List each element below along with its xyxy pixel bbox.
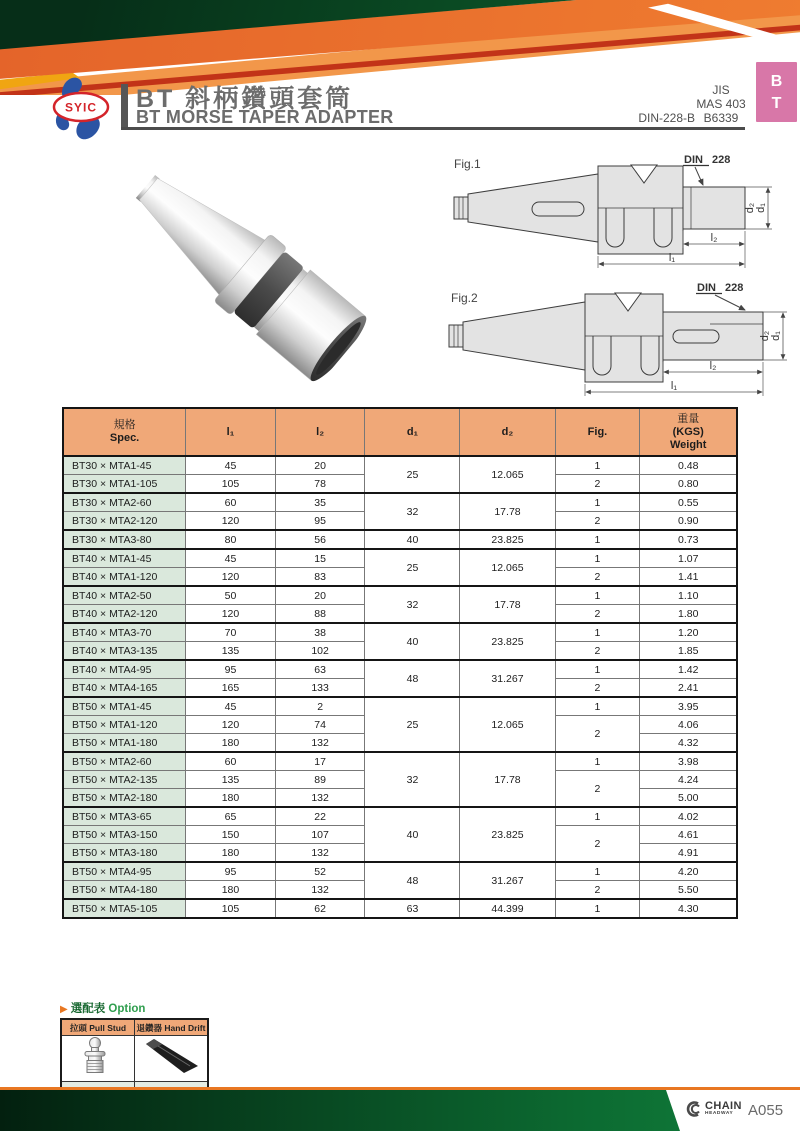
spec-cell: BT40 × MTA2-50 [63, 586, 186, 605]
fig-cell: 1 [555, 456, 640, 475]
spec-table [62, 407, 738, 919]
section-index-tab [756, 62, 797, 122]
l1-cell: 105 [186, 475, 276, 494]
table-row [63, 899, 737, 918]
weight-cell: 4.32 [640, 734, 737, 753]
table-row [63, 660, 737, 679]
spec-cell: BT50 × MTA3-180 [63, 844, 186, 863]
weight-cell: 2.41 [640, 679, 737, 698]
fig2-l1-label: l₁ [670, 380, 678, 392]
table-row [63, 530, 737, 549]
fig-cell: 1 [555, 549, 640, 568]
l1-cell: 180 [186, 789, 276, 808]
fig-cell: 1 [555, 899, 640, 918]
weight-cell: 0.48 [640, 456, 737, 475]
table-header-row [63, 408, 737, 456]
table-row [63, 697, 737, 716]
table-row [63, 807, 737, 826]
col-header-l1: l₁ [186, 408, 276, 456]
title-accent-bar [121, 84, 128, 127]
weight-cell: 4.02 [640, 807, 737, 826]
table-row [63, 862, 737, 881]
spec-cell: BT50 × MTA2-180 [63, 789, 186, 808]
fig2-drawing [445, 280, 793, 405]
d1-cell: 63 [365, 899, 460, 918]
l2-cell: 56 [275, 530, 365, 549]
d2-cell: 23.825 [460, 807, 555, 862]
l1-cell: 45 [186, 549, 276, 568]
l2-cell: 74 [275, 716, 365, 734]
weight-cell: 5.50 [640, 881, 737, 900]
fig2-label: Fig.2 [451, 291, 478, 305]
fig1-din-word: DIN [684, 154, 703, 166]
footer-brand-bottom: HEADWAY [705, 1111, 734, 1116]
l2-cell: 132 [275, 789, 365, 808]
fig-cell: 1 [555, 586, 640, 605]
l1-cell: 120 [186, 716, 276, 734]
weight-cell: 1.42 [640, 660, 737, 679]
d2-cell: 17.78 [460, 493, 555, 530]
product-photo [107, 140, 383, 399]
fig-cell: 2 [555, 642, 640, 661]
l2-cell: 107 [275, 826, 365, 844]
spec-cell: BT50 × MTA3-150 [63, 826, 186, 844]
col-header-fig: Fig. [555, 408, 640, 456]
fig2-din-word: DIN [697, 282, 716, 294]
l2-cell: 2 [275, 697, 365, 716]
col-header-d1: d₁ [365, 408, 460, 456]
weight-cell: 0.55 [640, 493, 737, 512]
table-row [63, 586, 737, 605]
spec-cell: BT50 × MTA4-180 [63, 881, 186, 900]
spec-cell: BT30 × MTA1-45 [63, 456, 186, 475]
l1-cell: 50 [186, 586, 276, 605]
l1-cell: 165 [186, 679, 276, 698]
table-row [63, 623, 737, 642]
spec-cell: BT30 × MTA3-80 [63, 530, 186, 549]
weight-cell: 4.61 [640, 826, 737, 844]
fig-cell: 2 [555, 475, 640, 494]
weight-cell: 4.06 [640, 716, 737, 734]
weight-cell: 0.80 [640, 475, 737, 494]
fig1-din-num: 228 [712, 154, 731, 166]
l2-cell: 20 [275, 586, 365, 605]
spec-cell: BT30 × MTA1-105 [63, 475, 186, 494]
spec-cell: BT40 × MTA2-120 [63, 605, 186, 624]
fig-cell: 1 [555, 493, 640, 512]
standard-jis-block [693, 83, 749, 125]
d1-cell: 48 [365, 862, 460, 899]
l1-cell: 180 [186, 734, 276, 753]
l2-cell: 132 [275, 734, 365, 753]
table-row [63, 752, 737, 771]
option-arrow-icon: ▶ [60, 1004, 68, 1015]
weight-cell: 4.30 [640, 899, 737, 918]
weight-cell: 0.90 [640, 512, 737, 531]
weight-cell: 5.00 [640, 789, 737, 808]
d2-cell: 44.399 [460, 899, 555, 918]
l1-cell: 70 [186, 623, 276, 642]
d1-cell: 25 [365, 697, 460, 752]
l2-cell: 78 [275, 475, 365, 494]
d2-cell: 23.825 [460, 530, 555, 549]
footer-brand-top: CHAIN [705, 1100, 742, 1112]
fig1-d1-label: d₁ [755, 203, 767, 213]
l1-cell: 150 [186, 826, 276, 844]
d1-cell: 25 [365, 549, 460, 586]
tab-letter-b: B [770, 73, 783, 90]
standard-jis: JIS [712, 83, 730, 97]
fig-cell: 1 [555, 807, 640, 826]
fig1-l2-label: l₂ [710, 232, 718, 244]
d1-cell: 40 [365, 623, 460, 660]
option-header-hand-drift: 退鑽器 Hand Drift [135, 1019, 209, 1036]
table-row [63, 456, 737, 475]
fig2-d2-label: d₂ [759, 330, 771, 342]
weight-cell: 1.10 [640, 586, 737, 605]
fig-cell: 1 [555, 862, 640, 881]
d1-cell: 25 [365, 456, 460, 493]
l1-cell: 95 [186, 660, 276, 679]
fig-cell: 1 [555, 623, 640, 642]
l2-cell: 133 [275, 679, 365, 698]
d2-cell: 12.065 [460, 456, 555, 493]
weight-cell: 1.41 [640, 568, 737, 587]
footer-page-number: A055 [748, 1102, 784, 1119]
l2-cell: 20 [275, 456, 365, 475]
header-banner [0, 0, 800, 100]
title-rule [121, 127, 745, 130]
l1-cell: 120 [186, 568, 276, 587]
table-row [63, 493, 737, 512]
page-title-zh: BT 斜柄鑽頭套筒 [136, 85, 354, 113]
spec-cell: BT50 × MTA1-180 [63, 734, 186, 753]
l1-cell: 80 [186, 530, 276, 549]
l1-cell: 180 [186, 844, 276, 863]
standard-mas: MAS 403 [696, 97, 746, 111]
spec-cell: BT30 × MTA2-60 [63, 493, 186, 512]
l1-cell: 65 [186, 807, 276, 826]
option-title [60, 1000, 145, 1016]
fig1-d2-label: d₂ [744, 202, 756, 214]
l1-cell: 180 [186, 881, 276, 900]
spec-cell: BT40 × MTA3-135 [63, 642, 186, 661]
weight-cell: 3.98 [640, 752, 737, 771]
l2-cell: 132 [275, 844, 365, 863]
hand-drift-icon [138, 1036, 204, 1076]
fig1-l1-label: l₁ [668, 252, 676, 264]
footer-green-band [0, 1090, 680, 1131]
fig-cell: 2 [555, 568, 640, 587]
d2-cell: 17.78 [460, 586, 555, 623]
spec-cell: BT50 × MTA2-135 [63, 771, 186, 789]
l1-cell: 105 [186, 899, 276, 918]
d2-cell: 31.267 [460, 660, 555, 697]
d1-cell: 48 [365, 660, 460, 697]
d2-cell: 31.267 [460, 862, 555, 899]
l2-cell: 38 [275, 623, 365, 642]
fig2-d1-label: d₁ [770, 331, 782, 341]
l2-cell: 102 [275, 642, 365, 661]
syic-logo [44, 76, 120, 142]
spec-cell: BT40 × MTA4-95 [63, 660, 186, 679]
col-header-spec: 規格 Spec. [63, 408, 186, 456]
d2-cell: 17.78 [460, 752, 555, 807]
fig-cell: 1 [555, 530, 640, 549]
weight-cell: 0.73 [640, 530, 737, 549]
weight-cell: 3.95 [640, 697, 737, 716]
spec-cell: BT40 × MTA1-120 [63, 568, 186, 587]
d1-cell: 32 [365, 493, 460, 530]
spec-cell: BT50 × MTA5-105 [63, 899, 186, 918]
l1-cell: 135 [186, 642, 276, 661]
option-header-row [61, 1019, 208, 1036]
spec-cell: BT50 × MTA1-120 [63, 716, 186, 734]
fig1-drawing [448, 152, 778, 277]
spec-cell: BT40 × MTA1-45 [63, 549, 186, 568]
option-title-en: Option [108, 1003, 146, 1015]
option-image-row [61, 1036, 208, 1082]
l1-cell: 60 [186, 752, 276, 771]
fig-cell: 2 [555, 771, 640, 808]
l2-cell: 52 [275, 862, 365, 881]
l1-cell: 45 [186, 697, 276, 716]
weight-cell: 1.80 [640, 605, 737, 624]
weight-cell: 1.20 [640, 623, 737, 642]
l2-cell: 15 [275, 549, 365, 568]
l1-cell: 45 [186, 456, 276, 475]
fig-cell: 1 [555, 660, 640, 679]
l2-cell: 35 [275, 493, 365, 512]
spec-cell: BT50 × MTA3-65 [63, 807, 186, 826]
spec-cell: BT40 × MTA3-70 [63, 623, 186, 642]
tab-letter-t: T [771, 95, 782, 112]
d2-cell: 23.825 [460, 623, 555, 660]
chain-headway-monogram-icon [684, 1100, 702, 1118]
page-title-en: BT MORSE TAPER ADAPTER [136, 107, 394, 127]
l1-cell: 135 [186, 771, 276, 789]
d1-cell: 40 [365, 530, 460, 549]
fig-cell: 1 [555, 697, 640, 716]
l2-cell: 17 [275, 752, 365, 771]
fig2-l2-label: l₂ [709, 360, 717, 372]
fig-cell: 2 [555, 605, 640, 624]
d2-cell: 12.065 [460, 549, 555, 586]
l2-cell: 63 [275, 660, 365, 679]
fig-cell: 2 [555, 512, 640, 531]
hand-drift-image-cell [135, 1036, 209, 1082]
table-row [63, 549, 737, 568]
l1-cell: 95 [186, 862, 276, 881]
fig-cell: 2 [555, 881, 640, 900]
fig-cell: 2 [555, 679, 640, 698]
l2-cell: 83 [275, 568, 365, 587]
fig-cell: 1 [555, 752, 640, 771]
spec-cell: BT40 × MTA4-165 [63, 679, 186, 698]
fig-cell: 2 [555, 826, 640, 863]
col-header-l2: l₂ [275, 408, 365, 456]
logo-text: SYIC [64, 100, 98, 115]
col-header-weight: 重量 (KGS) Weight [640, 408, 737, 456]
option-header-pull-stud: 拉頭 Pull Stud [61, 1019, 135, 1036]
weight-cell: 4.24 [640, 771, 737, 789]
l2-cell: 62 [275, 899, 365, 918]
spec-cell: BT50 × MTA2-60 [63, 752, 186, 771]
fig-cell: 2 [555, 716, 640, 753]
l1-cell: 120 [186, 512, 276, 531]
d1-cell: 40 [365, 807, 460, 862]
l2-cell: 95 [275, 512, 365, 531]
d2-cell: 12.065 [460, 697, 555, 752]
l2-cell: 132 [275, 881, 365, 900]
pull-stud-image-cell [61, 1036, 135, 1082]
option-title-zh: 選配表 [70, 1003, 106, 1015]
weight-cell: 4.91 [640, 844, 737, 863]
l2-cell: 89 [275, 771, 365, 789]
footer-orange-rule [0, 1087, 800, 1090]
spec-cell: BT30 × MTA2-120 [63, 512, 186, 531]
weight-cell: 1.85 [640, 642, 737, 661]
footer-brand [705, 1101, 742, 1117]
col-header-d2: d₂ [460, 408, 555, 456]
standard-din: DIN-228-B [638, 111, 695, 125]
spec-cell: BT50 × MTA1-45 [63, 697, 186, 716]
spec-cell: BT50 × MTA4-95 [63, 862, 186, 881]
fig2-din-num: 228 [725, 282, 744, 294]
weight-cell: 1.07 [640, 549, 737, 568]
l1-cell: 120 [186, 605, 276, 624]
d1-cell: 32 [365, 586, 460, 623]
fig1-label: Fig.1 [454, 157, 481, 171]
l1-cell: 60 [186, 493, 276, 512]
l2-cell: 22 [275, 807, 365, 826]
pull-stud-icon [65, 1036, 131, 1076]
weight-cell: 4.20 [640, 862, 737, 881]
l2-cell: 88 [275, 605, 365, 624]
standard-b6339: B6339 [703, 111, 739, 125]
d1-cell: 32 [365, 752, 460, 807]
